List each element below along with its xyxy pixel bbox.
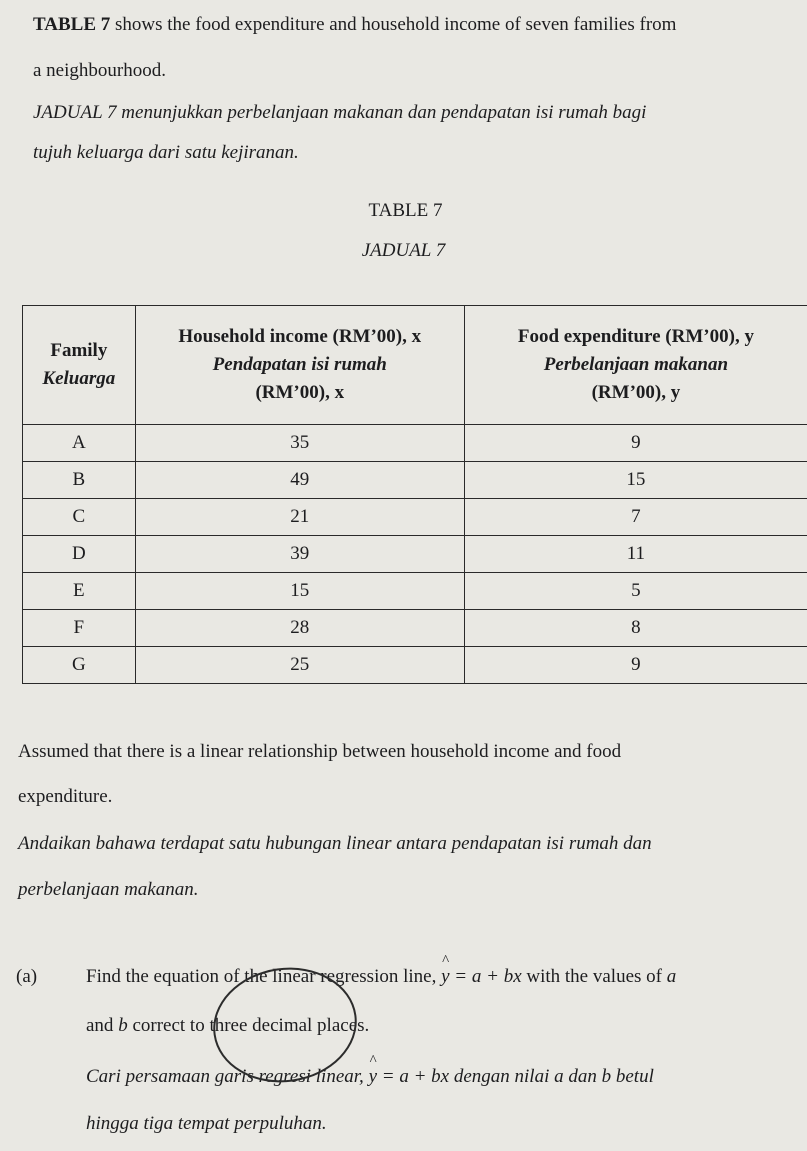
cell-income: 39 <box>135 536 464 573</box>
question-label: (a) <box>16 966 38 987</box>
cell-food: 9 <box>464 647 807 684</box>
assumption-ms-line1: Andaikan bahawa terdapat satu hubungan linear antara pendapatan isi rumah dan <box>18 833 652 854</box>
regression-equation: ^ y = a + bx <box>441 966 522 987</box>
cell-food: 9 <box>464 425 807 462</box>
cell-food: 15 <box>464 462 807 499</box>
question-ms-line2: hingga tiga tempat perpuluhan. <box>86 1113 327 1134</box>
cell-family: A <box>23 425 136 462</box>
table-row <box>23 610 807 647</box>
intro-ms-line2: tujuh keluarga dari satu kejiranan. <box>33 142 299 163</box>
question-en-line2: and b correct to three decimal places. <box>86 1015 370 1036</box>
question-ms-line1: Cari persamaan garis regresi linear, ^ y = a + bx dengan nilai a dan b betul <box>86 1066 654 1088</box>
cell-income: 49 <box>135 462 464 499</box>
assumption-en-line1: Assumed that there is a linear relationship between household income and food <box>18 741 622 762</box>
table-row <box>23 573 807 610</box>
regression-equation-ms: ^ y = a + bx <box>369 1066 450 1087</box>
cell-income: 35 <box>135 425 464 462</box>
cell-family: G <box>23 647 136 684</box>
question-en-line1: Find the equation of the linear regression line, ^ y = a + bx with the values of a <box>86 966 676 988</box>
header-food: Food expenditure (RM’00), y Perbelanjaan makanan (RM’00), y <box>464 306 807 425</box>
header-income: Household income (RM’00), x Pendapatan isi rumah (RM’00), x <box>135 306 464 425</box>
assumption-ms-line2: perbelanjaan makanan. <box>18 879 199 900</box>
table-header-row <box>23 306 807 425</box>
cell-family: B <box>23 462 136 499</box>
assumption-en-line2: expenditure. <box>18 786 113 807</box>
data-table <box>22 305 807 684</box>
cell-food: 7 <box>464 499 807 536</box>
table-row <box>23 536 807 573</box>
cell-income: 28 <box>135 610 464 647</box>
table-row <box>23 462 807 499</box>
cell-income: 21 <box>135 499 464 536</box>
intro-en-line2: a neighbourhood. <box>33 60 166 81</box>
cell-income: 15 <box>135 573 464 610</box>
table-row <box>23 425 807 462</box>
intro-en-text: shows the food expenditure and household income of seven families from <box>110 14 677 35</box>
cell-food: 5 <box>464 573 807 610</box>
cell-family: C <box>23 499 136 536</box>
cell-family: F <box>23 610 136 647</box>
intro-table-ref: TABLE 7 <box>33 14 111 35</box>
cell-family: E <box>23 573 136 610</box>
header-family: Family Keluarga <box>23 306 136 425</box>
intro-en-line1 <box>33 14 676 36</box>
table-row <box>23 499 807 536</box>
cell-food: 8 <box>464 610 807 647</box>
cell-income: 25 <box>135 647 464 684</box>
table-title-ms: JADUAL 7 <box>361 240 446 261</box>
cell-food: 11 <box>464 536 807 573</box>
table-row <box>23 647 807 684</box>
table-title-en: TABLE 7 <box>368 200 443 221</box>
intro-ms-line1: JADUAL 7 menunjukkan perbelanjaan makanan dan pendapatan isi rumah bagi <box>33 102 647 123</box>
cell-family: D <box>23 536 136 573</box>
